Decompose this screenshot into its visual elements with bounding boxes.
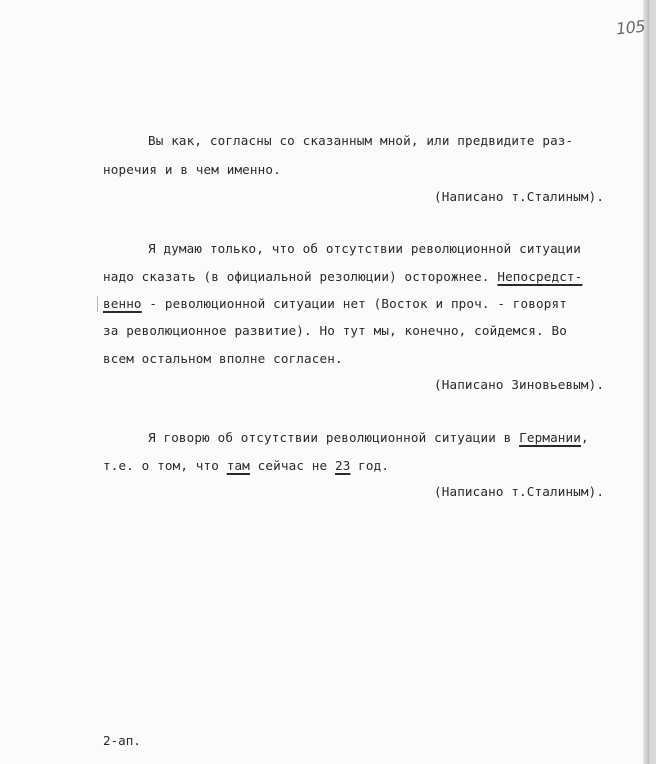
block3-underlined-year: 23 [334,458,351,473]
block3-line2-text-a: т.е. о том, что [103,458,227,473]
block2-underlined-word-cont: венно [103,296,142,311]
block3-line1-comma: , [581,430,589,445]
block3-underlined-germany: Германии [519,430,581,445]
block1-line2: норечия и в чем именно. [103,162,281,177]
block3-line2-text-c: год. [350,458,390,473]
block3-line2-text-b: сейчас не [249,458,335,473]
block2-line3 [103,296,567,312]
block2-attribution: (Написано Зиновьевым). [434,377,605,392]
page-edge-shadow [643,0,649,764]
block3-line2 [103,458,389,474]
block1-attribution: (Написано т.Сталиным). [434,189,605,204]
block2-line2 [103,269,582,285]
block2-line5: всем остальном вполне согласен. [103,351,343,366]
footer-code: 2-ап. [103,733,141,748]
block2-line2-text: надо сказать (в официальной резолюции) осторожнее. [103,269,498,284]
block2-line1: Я думаю только, что об отсутствии революционной ситуации [148,241,581,256]
block1-line1: Вы как, согласны со сказанным мной, или предвидите раз- [148,133,574,148]
margin-mark [97,296,98,312]
block2-underlined-word: Непосредст- [497,269,583,284]
block3-underlined-there: там [226,458,250,473]
handwritten-page-number: 105 [615,16,646,39]
block2-line3-text: - революционной ситуации нет (Восток и проч. - говорят [141,296,567,311]
block2-line4: за революционное развитие). Но тут мы, конечно, сойдемся. Во [103,323,567,338]
block3-attribution: (Написано т.Сталиным). [434,484,605,499]
block3-line1 [148,430,589,446]
block3-line1-text: Я говорю об отсутствии революционной ситуации в [148,430,520,445]
